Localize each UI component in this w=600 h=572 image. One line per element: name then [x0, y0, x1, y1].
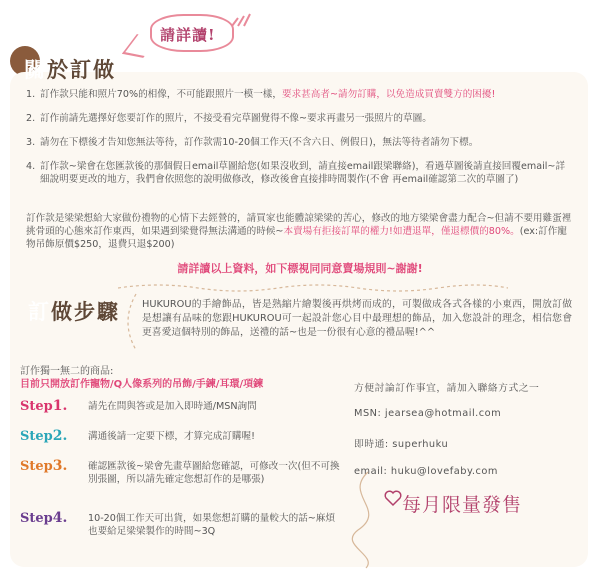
steps-title	[22, 294, 126, 328]
step-number: 2.	[52, 428, 68, 444]
step-text: 確認匯款後~梁會先畫草圖給您確認，可修改一次(但不可換別張圖，所以請先確定您想訂作的是哪張)	[88, 461, 340, 485]
step-item	[20, 458, 340, 486]
bubble-text: 請詳讀!	[160, 26, 216, 44]
custom-series: 目前只開放訂作寵物/Q人像系列的吊飾/手鍊/耳環/項鍊	[20, 379, 264, 390]
rule-item	[26, 160, 566, 186]
rules-list	[26, 88, 566, 197]
intro-paragraph: HUKUROU的手繪飾品，皆是熟縮片繪製後再烘烤而成的，可製做成各式各樣的小東西，開放訂做是想讓有品味的您跟HUKUROU可一起設計您心目中最理想的飾品，加入您設計的理念，相信您會更喜愛這個特別的飾品，送禮的話~也是一份很有心意的禮品喔!^^	[142, 299, 572, 338]
step-word: Step	[20, 459, 53, 474]
speech-bubble	[150, 14, 234, 52]
step-text: 請先在問與答或是加入即時通/MSN詢問	[88, 401, 257, 412]
about-title-first-char: 關	[24, 57, 47, 82]
rule-number: 4.	[26, 161, 36, 172]
about-title-rest: 於訂做	[47, 57, 116, 82]
custom-label: 訂作獨一無二的商品:	[20, 366, 114, 377]
step-word: Step	[20, 511, 53, 526]
rule-number: 2.	[26, 113, 36, 124]
contact-intro: 方便討論訂作事宜，請加入聯絡方式之一	[354, 383, 540, 394]
summary-text: 訂作款是梁梁想給大家做份禮物的心情下去經營的，請買家也能體諒梁梁的苦心，修改的地方梁梁會盡力配合~但請不要用雞蛋裡挑骨頭的心態來訂作東西，如果遇到梁覺得無法溝通的時候~	[26, 213, 572, 237]
heart-icon	[383, 488, 403, 508]
rule-text: 請勿在下標後才告知您無法等待，訂作款需10-20個工作天(不含六日、例假日)，無法等待者請勿下標。	[40, 137, 479, 148]
step-word: Step	[20, 429, 53, 444]
sparkle-icon	[228, 6, 252, 30]
step-item	[20, 428, 340, 444]
step-text: 溝通後請一定要下標，才算完成訂購喔!	[88, 431, 255, 442]
step-item	[20, 398, 340, 414]
step-text: 10-20個工作天可出貨，如果您想訂購的量較大的話~麻煩也要給足梁梁製作的時間~3Q	[88, 513, 335, 537]
email-contact[interactable]: email: huku@lovefaby.com	[354, 466, 498, 477]
notice-text: 請詳讀以上資料，如下標視同同意賣場規則~謝謝!	[177, 262, 423, 275]
steps-title-rest: 做步驟	[51, 299, 120, 324]
rule-number: 1.	[26, 89, 36, 100]
rule-highlight: 要求甚高者~請勿訂購，以免造成買賣雙方的困擾!	[281, 89, 496, 100]
step-item	[20, 510, 340, 538]
step-number: 4.	[52, 510, 68, 526]
spiral-decoration	[338, 470, 393, 570]
rule-item	[26, 136, 566, 149]
rule-text: 訂作款只能和照片70%的相像，不可能跟照片一模一樣，	[40, 89, 282, 100]
step-word: Step	[20, 399, 53, 414]
steps-title-first-char: 訂	[28, 299, 51, 324]
rule-item	[26, 112, 566, 125]
rule-text: 訂作款~梁會在您匯款後的那個假日email草圖給您(如果沒收到，請直接email跟梁聯絡)，看過草圖後請直接回覆email~詳細說明要更改的地方，我們會依照您的說明做修改，修改後會直接排時間製作(不會 再email確認第二次的草圖了)	[40, 161, 566, 185]
step-label	[20, 510, 88, 538]
dotted-divider	[118, 280, 508, 294]
step-label	[20, 458, 88, 486]
dashed-curve	[118, 292, 140, 352]
summary-paragraph	[26, 212, 574, 251]
msn-contact[interactable]: MSN: jearsea@hotmail.com	[354, 408, 502, 419]
rule-item	[26, 88, 566, 101]
step-label	[20, 398, 88, 414]
summary-tail: (ex:訂作寵物吊飾原價$250，退費只退$200)	[26, 226, 567, 250]
step-number: 3.	[52, 458, 68, 474]
step-label	[20, 428, 88, 444]
step-number: 1.	[52, 398, 68, 414]
bubble-tail	[122, 34, 158, 58]
rule-number: 3.	[26, 137, 36, 148]
rule-text: 訂作前請先選擇好您要訂作的照片，不接受看完草圖覺得不像~要求再畫另一張照片的草圖。	[40, 113, 432, 124]
im-contact[interactable]: 即時通: superhuku	[354, 439, 449, 450]
monthly-limited-text: 每月限量發售	[402, 494, 523, 516]
summary-highlight: 本賣場有拒接訂單的權力!如遭退單，僅退標價的80%。	[283, 226, 520, 237]
about-title	[18, 52, 122, 86]
